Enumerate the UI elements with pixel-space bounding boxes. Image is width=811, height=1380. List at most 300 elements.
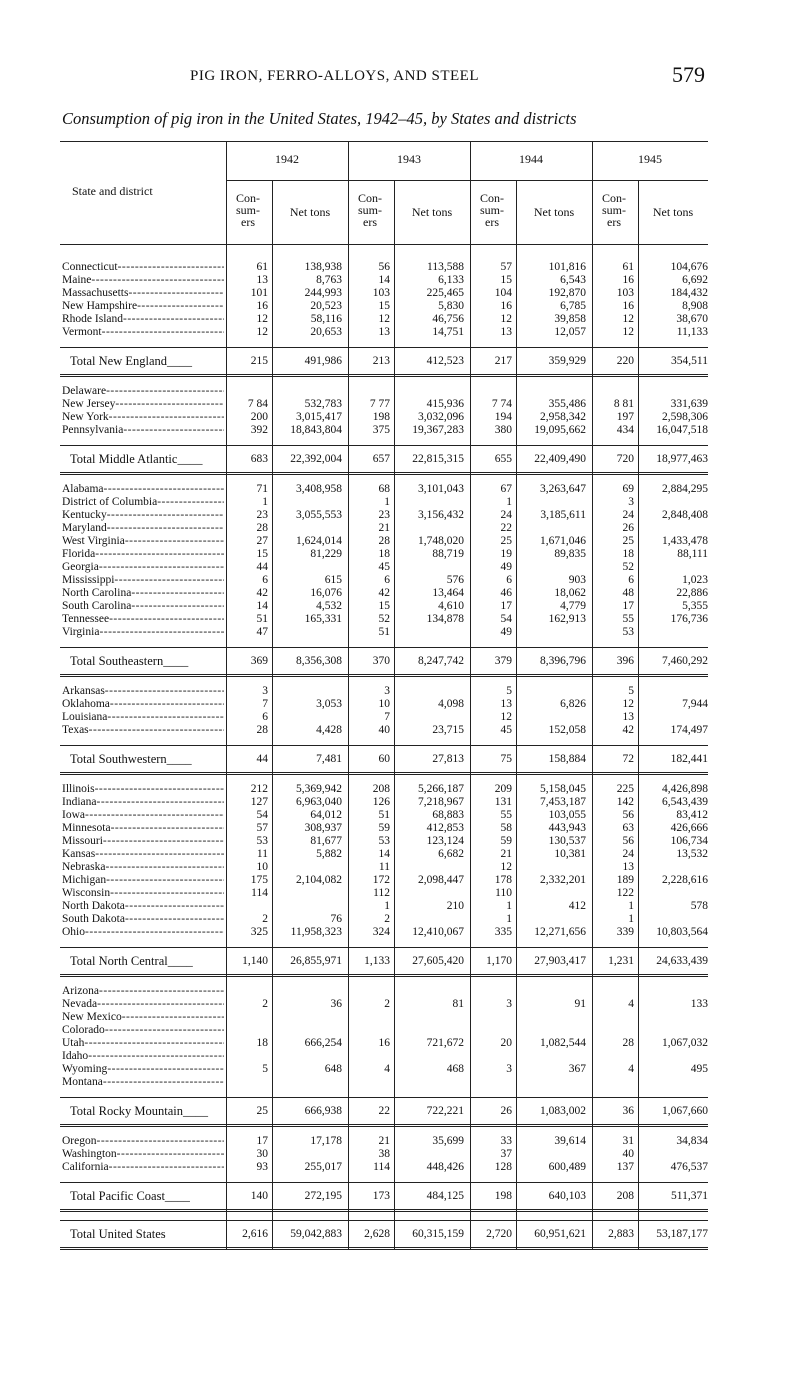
- consumers-cell: 4: [628, 1063, 634, 1075]
- net-tons-cell: 576: [446, 574, 464, 586]
- net-tons-cell: 138,938: [304, 261, 342, 273]
- consumers-cell: 114: [373, 1161, 390, 1173]
- net-tons-cell: 443,943: [548, 822, 586, 834]
- net-tons-cell: 14,751: [432, 326, 464, 338]
- net-tons-cell: 35,699: [432, 1135, 464, 1147]
- total-label: Total Southwestern____: [70, 752, 192, 766]
- year-1942: 1942: [275, 152, 299, 166]
- table-row: [60, 613, 708, 626]
- net-tons-cell: 2,884,295: [662, 483, 708, 495]
- net-tons-cell: 101,816: [548, 261, 586, 273]
- net-tons-cell: 8,396,796: [540, 655, 586, 667]
- net-tons-cell: 18,843,804: [290, 424, 342, 436]
- state-name: North Dakota -----: [62, 900, 224, 913]
- state-name: California -----: [62, 1161, 224, 1174]
- net-tons-cell: 6,543,439: [662, 796, 708, 808]
- table-row: [60, 685, 708, 698]
- consumers-cell: 67: [500, 483, 512, 495]
- consumers-cell: 56: [622, 835, 634, 847]
- consumers-cell: 1: [384, 900, 390, 912]
- row-gap: [60, 677, 708, 685]
- table-row: [60, 522, 708, 535]
- table-row: [60, 313, 708, 326]
- year-rule: [226, 180, 708, 181]
- table-row: [60, 600, 708, 613]
- table-row: [60, 913, 708, 926]
- consumers-cell: 339: [616, 926, 634, 938]
- consumers-cell: 140: [250, 1190, 268, 1202]
- net-tons-cell: 4,779: [560, 600, 586, 612]
- consumers-cell: 7 77: [369, 398, 390, 410]
- net-tons-cell: 355,486: [548, 398, 586, 410]
- table-row: [60, 711, 708, 724]
- consumers-cell: 28: [256, 724, 268, 736]
- net-tons-cell: 103,055: [548, 809, 586, 821]
- table-row: [60, 848, 708, 861]
- consumers-cell: 69: [622, 483, 634, 495]
- net-tons-cell: 7,218,967: [418, 796, 464, 808]
- net-tons-cell: 106,734: [670, 835, 708, 847]
- consumers-cell: 37: [500, 1148, 512, 1160]
- net-tons-cell: 225,465: [426, 287, 464, 299]
- net-tons-cell: 12,410,067: [412, 926, 464, 938]
- state-name: New Mexico -----: [62, 1011, 224, 1024]
- net-tons-cell: 8,763: [316, 274, 342, 286]
- net-tons-cell: 12,271,656: [534, 926, 586, 938]
- net-tons-cell: 3,053: [316, 698, 342, 710]
- net-tons-cell: 2,598,306: [662, 411, 708, 423]
- table-row: [60, 1037, 708, 1050]
- table-row: [60, 261, 708, 274]
- total-row: [60, 1182, 708, 1212]
- consumers-cell: 71: [256, 483, 268, 495]
- consumers-cell: 61: [622, 261, 634, 273]
- consumers-cell: 683: [250, 453, 268, 465]
- net-tons-cell: 722,221: [426, 1105, 464, 1117]
- net-tons-cell: 578: [690, 900, 708, 912]
- consumers-cell: 13: [622, 861, 634, 873]
- subheader-consumers: Con- sum- ers: [602, 191, 626, 229]
- net-tons-cell: 6,826: [560, 698, 586, 710]
- consumers-cell: 16: [622, 274, 634, 286]
- net-tons-cell: 11,133: [676, 326, 708, 338]
- table-row: [60, 398, 708, 411]
- net-tons-cell: 60,951,621: [534, 1228, 586, 1240]
- grand-total-row: [60, 1220, 708, 1250]
- consumers-cell: 7 84: [247, 398, 268, 410]
- net-tons-cell: 81,677: [310, 835, 342, 847]
- state-name: Washington -----: [62, 1148, 224, 1161]
- total-label: Total New England____: [70, 354, 193, 368]
- consumers-cell: 6: [262, 711, 268, 723]
- table-row: [60, 496, 708, 509]
- consumers-cell: 1: [384, 496, 390, 508]
- consumers-cell: 54: [256, 809, 268, 821]
- consumers-cell: 54: [500, 613, 512, 625]
- state-name: North Carolina -----: [62, 587, 224, 600]
- net-tons-cell: 476,537: [670, 1161, 708, 1173]
- net-tons-cell: 210: [446, 900, 464, 912]
- consumers-cell: 1: [506, 900, 512, 912]
- consumers-cell: 72: [622, 753, 634, 765]
- consumers-cell: 31: [622, 1135, 634, 1147]
- net-tons-cell: 133: [690, 998, 708, 1010]
- state-name: New York -----: [62, 411, 224, 424]
- net-tons-cell: 22,886: [676, 587, 708, 599]
- state-name: Utah -----: [62, 1037, 224, 1050]
- consumers-cell: 7: [262, 698, 268, 710]
- consumers-cell: 44: [256, 753, 268, 765]
- subheader-net-tons: Net tons: [533, 205, 575, 219]
- row-gap: [60, 437, 708, 445]
- net-tons-cell: 130,537: [548, 835, 586, 847]
- row-gap: [60, 939, 708, 947]
- net-tons-cell: 4,428: [316, 724, 342, 736]
- net-tons-cell: 16,076: [310, 587, 342, 599]
- net-tons-cell: 3,015,417: [296, 411, 342, 423]
- net-tons-cell: 7,453,187: [540, 796, 586, 808]
- consumers-cell: 6: [628, 574, 634, 586]
- state-name: Ohio -----: [62, 926, 224, 939]
- table-row: [60, 874, 708, 887]
- net-tons-cell: 176,736: [670, 613, 708, 625]
- consumers-cell: 1,231: [608, 955, 634, 967]
- consumers-cell: 3: [384, 685, 390, 697]
- total-label: Total North Central____: [70, 954, 193, 968]
- consumers-cell: 2,883: [608, 1228, 634, 1240]
- consumers-cell: 48: [622, 587, 634, 599]
- consumers-cell: 13: [500, 326, 512, 338]
- column-divider: [394, 245, 395, 1250]
- net-tons-cell: 495: [690, 1063, 708, 1075]
- consumers-cell: 55: [622, 613, 634, 625]
- net-tons-cell: 174,497: [670, 724, 708, 736]
- consumers-cell: 49: [500, 626, 512, 638]
- total-label: Total Rocky Mountain____: [70, 1104, 209, 1118]
- state-name: Indiana -----: [62, 796, 224, 809]
- total-row: [60, 1097, 708, 1127]
- net-tons-cell: 412: [568, 900, 586, 912]
- net-tons-cell: 10,803,564: [656, 926, 708, 938]
- row-gap: [60, 639, 708, 647]
- net-tons-cell: 3,263,647: [540, 483, 586, 495]
- net-tons-cell: 165,331: [304, 613, 342, 625]
- net-tons-cell: 3,156,432: [418, 509, 464, 521]
- net-tons-cell: 5,369,942: [296, 783, 342, 795]
- consumers-cell: 6: [384, 574, 390, 586]
- column-divider: [470, 245, 471, 1250]
- state-name: Illinois -----: [62, 783, 224, 796]
- net-tons-cell: 484,125: [426, 1190, 464, 1202]
- state-name: Colorado -----: [62, 1024, 224, 1037]
- net-tons-cell: 134,878: [426, 613, 464, 625]
- state-name: Kentucky -----: [62, 509, 224, 522]
- consumers-cell: 5: [628, 685, 634, 697]
- consumers-cell: 19: [500, 548, 512, 560]
- net-tons-cell: 491,986: [304, 355, 342, 367]
- consumers-cell: 4: [384, 1063, 390, 1075]
- consumers-cell: 59: [378, 822, 390, 834]
- net-tons-cell: 20,523: [310, 300, 342, 312]
- net-tons-cell: 2,958,342: [540, 411, 586, 423]
- net-tons-cell: 91: [574, 998, 586, 1010]
- state-name: South Carolina -----: [62, 600, 224, 613]
- state-name: New Hampshire -----: [62, 300, 224, 313]
- consumers-cell: 3: [506, 1063, 512, 1075]
- consumers-cell: 42: [378, 587, 390, 599]
- total-row: [60, 745, 708, 775]
- table-row: [60, 1076, 708, 1089]
- consumers-cell: 212: [250, 783, 268, 795]
- consumers-cell: 3: [506, 998, 512, 1010]
- net-tons-cell: 8,356,308: [296, 655, 342, 667]
- consumers-cell: 126: [372, 796, 390, 808]
- consumers-cell: 38: [378, 1148, 390, 1160]
- consumers-cell: 42: [256, 587, 268, 599]
- table-row: [60, 822, 708, 835]
- consumers-cell: 325: [250, 926, 268, 938]
- state-name: Texas -----: [62, 724, 224, 737]
- consumers-cell: 13: [500, 698, 512, 710]
- consumers-cell: 25: [500, 535, 512, 547]
- net-tons-cell: 1,067,660: [662, 1105, 708, 1117]
- consumers-cell: 2: [262, 998, 268, 1010]
- consumers-cell: 57: [256, 822, 268, 834]
- row-gap: [60, 977, 708, 985]
- consumers-cell: 12: [622, 313, 634, 325]
- net-tons-cell: 22,392,004: [290, 453, 342, 465]
- table-caption: Consumption of pig iron in the United States, 1942–45, by States and districts: [62, 109, 577, 128]
- table-row: [60, 698, 708, 711]
- net-tons-cell: 5,882: [316, 848, 342, 860]
- consumers-cell: 36: [622, 1105, 634, 1117]
- net-tons-cell: 162,913: [548, 613, 586, 625]
- consumers-cell: 1,140: [242, 955, 268, 967]
- state-name: Iowa -----: [62, 809, 224, 822]
- net-tons-cell: 58,116: [310, 313, 342, 325]
- net-tons-cell: 19,367,283: [412, 424, 464, 436]
- consumers-cell: 198: [494, 1190, 512, 1202]
- net-tons-cell: 53,187,177: [656, 1228, 708, 1240]
- consumers-cell: 58: [500, 822, 512, 834]
- net-tons-cell: 468: [446, 1063, 464, 1075]
- consumers-cell: 1: [506, 496, 512, 508]
- net-tons-cell: 6,682: [438, 848, 464, 860]
- consumers-cell: 12: [256, 326, 268, 338]
- consumers-cell: 7: [384, 711, 390, 723]
- table-row: [60, 724, 708, 737]
- consumers-cell: 370: [372, 655, 390, 667]
- consumers-cell: 47: [256, 626, 268, 638]
- net-tons-cell: 46,756: [432, 313, 464, 325]
- state-name: Arkansas -----: [62, 685, 224, 698]
- consumers-cell: 101: [250, 287, 268, 299]
- state-name: Oregon -----: [62, 1135, 224, 1148]
- row-gap: [60, 253, 708, 261]
- consumers-cell: 51: [378, 626, 390, 638]
- table-row: [60, 900, 708, 913]
- consumers-cell: 57: [500, 261, 512, 273]
- consumers-cell: 12: [500, 711, 512, 723]
- consumers-cell: 13: [256, 274, 268, 286]
- net-tons-cell: 4,426,898: [662, 783, 708, 795]
- net-tons-cell: 11,958,323: [290, 926, 342, 938]
- consumers-cell: 16: [622, 300, 634, 312]
- state-name: Montana -----: [62, 1076, 224, 1089]
- column-divider: [638, 245, 639, 1250]
- net-tons-cell: 5,158,045: [540, 783, 586, 795]
- net-tons-cell: 68,883: [432, 809, 464, 821]
- net-tons-cell: 36: [330, 998, 342, 1010]
- net-tons-cell: 1,433,478: [662, 535, 708, 547]
- consumers-cell: 23: [256, 509, 268, 521]
- net-tons-cell: 7,481: [316, 753, 342, 765]
- consumers-cell: 8 81: [613, 398, 634, 410]
- year-1944: 1944: [519, 152, 543, 166]
- net-tons-cell: 3,185,611: [540, 509, 586, 521]
- column-divider: [592, 245, 593, 1250]
- net-tons-cell: 7,944: [682, 698, 708, 710]
- consumers-cell: 53: [256, 835, 268, 847]
- net-tons-cell: 184,432: [670, 287, 708, 299]
- net-tons-cell: 5,830: [438, 300, 464, 312]
- consumers-cell: 11: [256, 848, 268, 860]
- consumers-cell: 22: [500, 522, 512, 534]
- state-name: Vermont -----: [62, 326, 224, 339]
- table-row: [60, 783, 708, 796]
- net-tons-cell: 113,588: [427, 261, 464, 273]
- row-gap: [60, 1212, 708, 1220]
- consumers-cell: 434: [616, 424, 634, 436]
- net-tons-cell: 39,858: [554, 313, 586, 325]
- net-tons-cell: 60,315,159: [412, 1228, 464, 1240]
- consumers-cell: 59: [500, 835, 512, 847]
- net-tons-cell: 38,670: [676, 313, 708, 325]
- net-tons-cell: 158,884: [548, 753, 586, 765]
- net-tons-cell: 182,441: [670, 753, 708, 765]
- net-tons-cell: 104,676: [670, 261, 708, 273]
- state-name: Maryland -----: [62, 522, 224, 535]
- state-name: South Dakota -----: [62, 913, 224, 926]
- net-tons-cell: 76: [330, 913, 342, 925]
- bottom-rule: [60, 1182, 708, 1183]
- consumers-cell: 178: [494, 874, 512, 886]
- row-gap: [60, 377, 708, 385]
- consumers-cell: 1: [628, 900, 634, 912]
- net-tons-cell: 5,266,187: [418, 783, 464, 795]
- net-tons-cell: 415,936: [426, 398, 464, 410]
- net-tons-cell: 18,977,463: [656, 453, 708, 465]
- consumers-cell: 21: [500, 848, 512, 860]
- net-tons-cell: 89,835: [554, 548, 586, 560]
- state-name: Massachusetts -----: [62, 287, 224, 300]
- consumers-cell: 21: [378, 522, 390, 534]
- state-name: New Jersey -----: [62, 398, 224, 411]
- state-name: Maine -----: [62, 274, 224, 287]
- year-1945: 1945: [638, 152, 662, 166]
- consumers-cell: 12: [256, 313, 268, 325]
- consumers-cell: 114: [251, 887, 268, 899]
- consumers-cell: 15: [256, 548, 268, 560]
- consumers-cell: 75: [500, 753, 512, 765]
- net-tons-cell: 1,748,020: [418, 535, 464, 547]
- row-gap: [60, 1174, 708, 1182]
- net-tons-cell: 59,042,883: [290, 1228, 342, 1240]
- consumers-cell: 110: [495, 887, 512, 899]
- net-tons-cell: 354,511: [671, 355, 708, 367]
- net-tons-cell: 81: [452, 998, 464, 1010]
- consumers-cell: 215: [250, 355, 268, 367]
- consumers-cell: 324: [372, 926, 390, 938]
- total-label: Total Pacific Coast____: [70, 1189, 190, 1203]
- table-row: [60, 626, 708, 639]
- column-divider: [348, 245, 349, 1250]
- table-row: [60, 796, 708, 809]
- state-name: Louisiana -----: [62, 711, 224, 724]
- net-tons-cell: 648: [324, 1063, 342, 1075]
- consumers-cell: 380: [494, 424, 512, 436]
- consumers-cell: 194: [494, 411, 512, 423]
- consumers-cell: 28: [378, 535, 390, 547]
- state-name: Rhode Island -----: [62, 313, 224, 326]
- state-name: Kansas -----: [62, 848, 224, 861]
- net-tons-cell: 272,195: [304, 1190, 342, 1202]
- consumers-cell: 40: [622, 1148, 634, 1160]
- net-tons-cell: 123,124: [426, 835, 464, 847]
- consumers-cell: 53: [378, 835, 390, 847]
- net-tons-cell: 1,671,046: [540, 535, 586, 547]
- consumers-cell: 56: [622, 809, 634, 821]
- consumers-cell: 1: [506, 913, 512, 925]
- net-tons-cell: 666,254: [304, 1037, 342, 1049]
- net-tons-cell: 10,381: [554, 848, 586, 860]
- state-name: Wisconsin -----: [62, 887, 224, 900]
- consumers-cell: 15: [500, 274, 512, 286]
- state-name: Nebraska -----: [62, 861, 224, 874]
- consumers-cell: 379: [494, 655, 512, 667]
- state-name: District of Columbia -----: [62, 496, 224, 509]
- page-header: [0, 62, 811, 92]
- net-tons-cell: 24,633,439: [656, 955, 708, 967]
- table-row: [60, 1011, 708, 1024]
- state-name: Wyoming -----: [62, 1063, 224, 1076]
- net-tons-cell: 17,178: [310, 1135, 342, 1147]
- state-name: Michigan -----: [62, 874, 224, 887]
- consumers-cell: 22: [378, 1105, 390, 1117]
- net-tons-cell: 88,719: [432, 548, 464, 560]
- table-row: [60, 411, 708, 424]
- net-tons-cell: 255,017: [304, 1161, 342, 1173]
- grand-total-label: Total United States: [70, 1227, 166, 1241]
- net-tons-cell: 4,610: [438, 600, 464, 612]
- consumers-cell: 14: [256, 600, 268, 612]
- state-name: Nevada -----: [62, 998, 224, 1011]
- consumers-cell: 12: [622, 326, 634, 338]
- net-tons-cell: 532,783: [304, 398, 342, 410]
- net-tons-cell: 412,523: [426, 355, 464, 367]
- total-row: [60, 445, 708, 475]
- table-row: [60, 926, 708, 939]
- subheader-net-tons: Net tons: [411, 205, 453, 219]
- consumers-cell: 6: [262, 574, 268, 586]
- net-tons-cell: 6,963,040: [296, 796, 342, 808]
- subheader-net-tons: Net tons: [652, 205, 694, 219]
- consumers-cell: 13: [622, 711, 634, 723]
- column-divider: [226, 245, 227, 1250]
- consumers-cell: 24: [500, 509, 512, 521]
- consumers-cell: 18: [378, 548, 390, 560]
- net-tons-cell: 6,133: [438, 274, 464, 286]
